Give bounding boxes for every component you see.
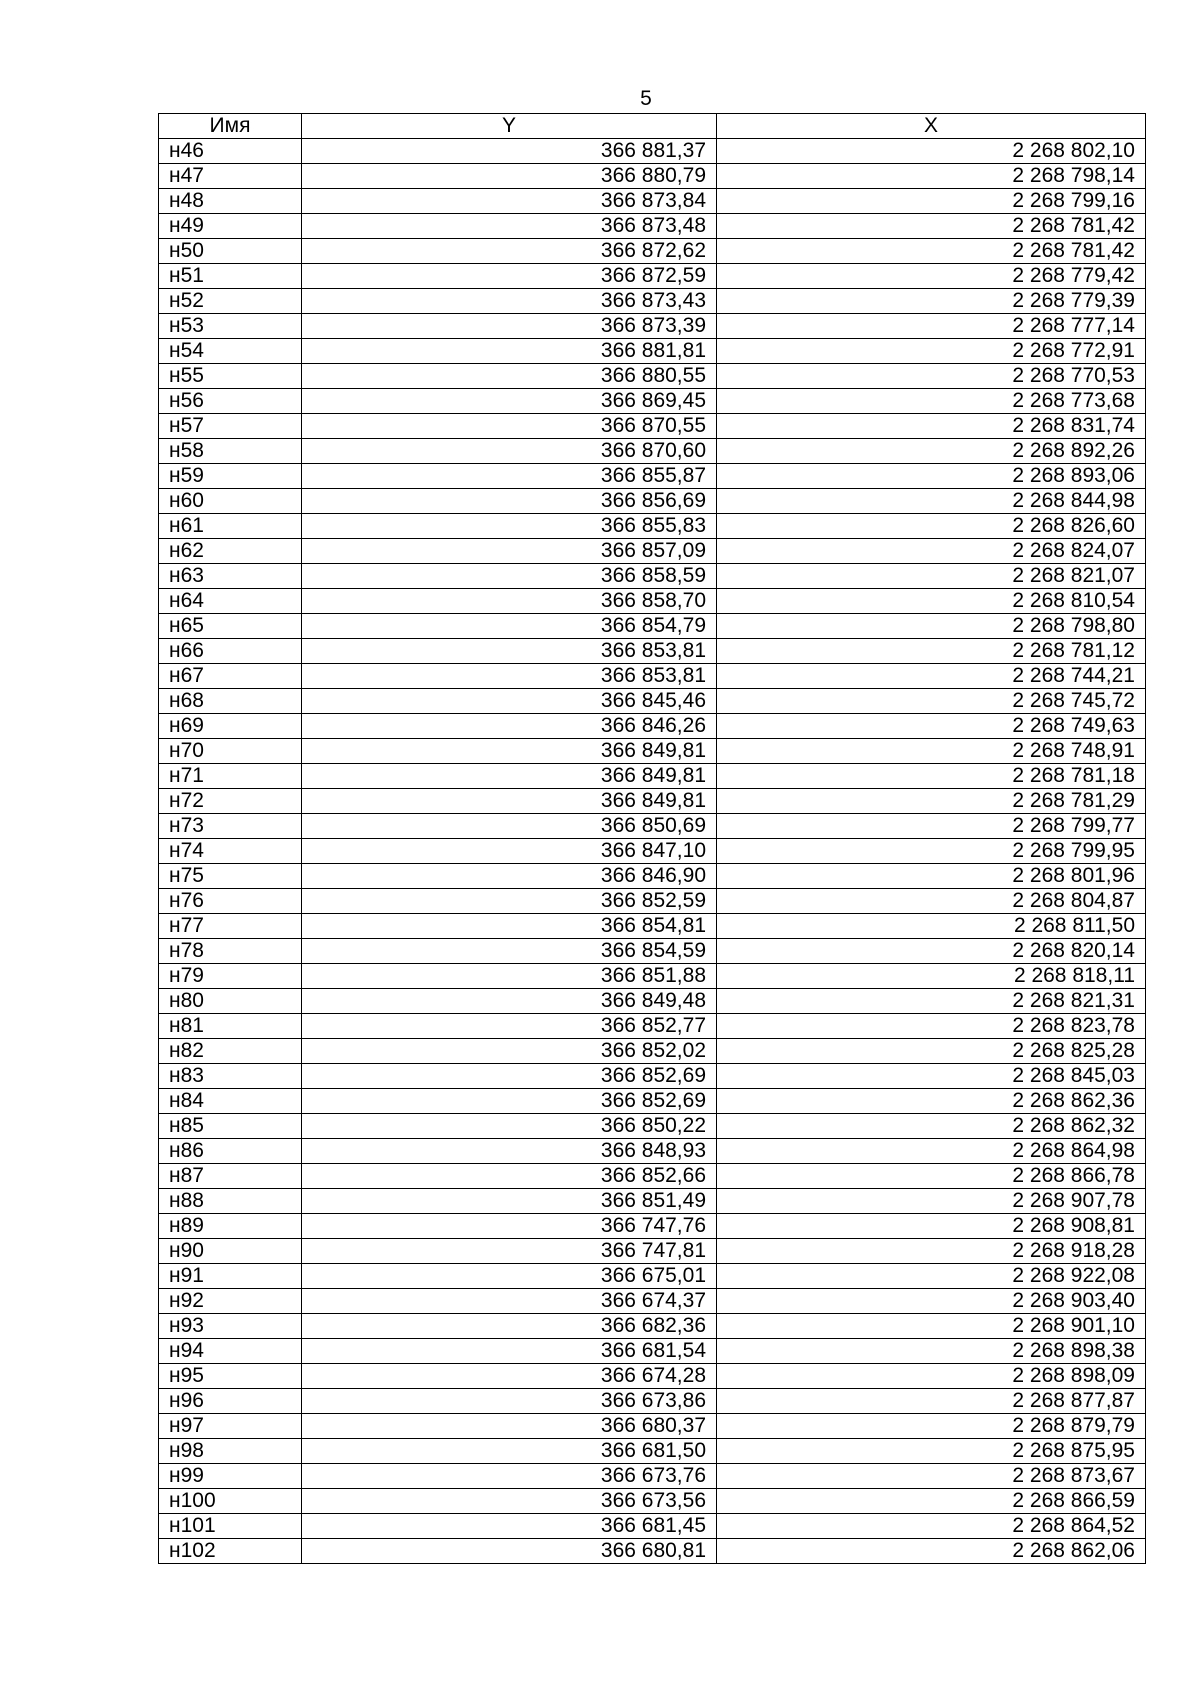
y-coordinate-cell: 366 680,37 <box>302 1414 717 1439</box>
point-name-cell: н78 <box>159 939 302 964</box>
point-name-cell: н73 <box>159 814 302 839</box>
y-coordinate-cell: 366 858,59 <box>302 564 717 589</box>
table-row <box>159 339 1146 364</box>
x-coordinate-cell: 2 268 903,40 <box>717 1289 1146 1314</box>
x-coordinate-cell: 2 268 825,28 <box>717 1039 1146 1064</box>
y-coordinate-cell: 366 852,77 <box>302 1014 717 1039</box>
point-name-cell: н50 <box>159 239 302 264</box>
table-row <box>159 489 1146 514</box>
table-row <box>159 1314 1146 1339</box>
x-coordinate-cell: 2 268 918,28 <box>717 1239 1146 1264</box>
point-name-cell: н67 <box>159 664 302 689</box>
y-coordinate-cell: 366 673,76 <box>302 1464 717 1489</box>
x-coordinate-cell: 2 268 821,31 <box>717 989 1146 1014</box>
point-name-cell: н68 <box>159 689 302 714</box>
point-name-cell: н63 <box>159 564 302 589</box>
point-name-cell: н93 <box>159 1314 302 1339</box>
y-coordinate-cell: 366 870,60 <box>302 439 717 464</box>
table-row <box>159 714 1146 739</box>
x-coordinate-cell: 2 268 802,10 <box>717 139 1146 164</box>
table-row <box>159 639 1146 664</box>
x-coordinate-cell: 2 268 823,78 <box>717 1014 1146 1039</box>
table-row <box>159 264 1146 289</box>
x-coordinate-cell: 2 268 798,80 <box>717 614 1146 639</box>
table-row <box>159 139 1146 164</box>
y-coordinate-cell: 366 847,10 <box>302 839 717 864</box>
point-name-cell: н54 <box>159 339 302 364</box>
point-name-cell: н100 <box>159 1489 302 1514</box>
point-name-cell: н98 <box>159 1439 302 1464</box>
x-coordinate-cell: 2 268 770,53 <box>717 364 1146 389</box>
point-name-cell: н48 <box>159 189 302 214</box>
y-coordinate-cell: 366 852,66 <box>302 1164 717 1189</box>
point-name-cell: н94 <box>159 1339 302 1364</box>
table-row <box>159 1214 1146 1239</box>
x-coordinate-cell: 2 268 864,98 <box>717 1139 1146 1164</box>
point-name-cell: н55 <box>159 364 302 389</box>
point-name-cell: н56 <box>159 389 302 414</box>
table-row <box>159 1139 1146 1164</box>
column-header-x: X <box>717 114 1146 139</box>
table-row <box>159 1464 1146 1489</box>
table-row <box>159 1164 1146 1189</box>
x-coordinate-cell: 2 268 804,87 <box>717 889 1146 914</box>
point-name-cell: н96 <box>159 1389 302 1414</box>
table-row <box>159 1539 1146 1564</box>
y-coordinate-cell: 366 850,22 <box>302 1114 717 1139</box>
y-coordinate-cell: 366 849,48 <box>302 989 717 1014</box>
x-coordinate-cell: 2 268 821,07 <box>717 564 1146 589</box>
table-row <box>159 1514 1146 1539</box>
point-name-cell: н102 <box>159 1539 302 1564</box>
table-row <box>159 189 1146 214</box>
x-coordinate-cell: 2 268 777,14 <box>717 314 1146 339</box>
table-row <box>159 1014 1146 1039</box>
table-row <box>159 1289 1146 1314</box>
x-coordinate-cell: 2 268 820,14 <box>717 939 1146 964</box>
x-coordinate-cell: 2 268 781,42 <box>717 214 1146 239</box>
point-name-cell: н86 <box>159 1139 302 1164</box>
y-coordinate-cell: 366 854,79 <box>302 614 717 639</box>
table-row <box>159 589 1146 614</box>
x-coordinate-cell: 2 268 749,63 <box>717 714 1146 739</box>
point-name-cell: н64 <box>159 589 302 614</box>
table-row <box>159 914 1146 939</box>
point-name-cell: н88 <box>159 1189 302 1214</box>
table-row <box>159 1114 1146 1139</box>
y-coordinate-cell: 366 853,81 <box>302 639 717 664</box>
y-coordinate-cell: 366 872,62 <box>302 239 717 264</box>
x-coordinate-cell: 2 268 898,38 <box>717 1339 1146 1364</box>
table-row <box>159 389 1146 414</box>
x-coordinate-cell: 2 268 824,07 <box>717 539 1146 564</box>
y-coordinate-cell: 366 848,93 <box>302 1139 717 1164</box>
y-coordinate-cell: 366 681,54 <box>302 1339 717 1364</box>
table-row <box>159 939 1146 964</box>
page-number: 5 <box>640 87 652 110</box>
y-coordinate-cell: 366 873,48 <box>302 214 717 239</box>
table-row <box>159 1064 1146 1089</box>
x-coordinate-cell: 2 268 862,36 <box>717 1089 1146 1114</box>
y-coordinate-cell: 366 675,01 <box>302 1264 717 1289</box>
table-row <box>159 864 1146 889</box>
y-coordinate-cell: 366 851,49 <box>302 1189 717 1214</box>
column-header-name: Имя <box>159 114 302 139</box>
point-name-cell: н53 <box>159 314 302 339</box>
table-row <box>159 514 1146 539</box>
x-coordinate-cell: 2 268 864,52 <box>717 1514 1146 1539</box>
x-coordinate-cell: 2 268 811,50 <box>717 914 1146 939</box>
table-row <box>159 564 1146 589</box>
point-name-cell: н72 <box>159 789 302 814</box>
table-row <box>159 439 1146 464</box>
point-name-cell: н59 <box>159 464 302 489</box>
point-name-cell: н95 <box>159 1364 302 1389</box>
point-name-cell: н84 <box>159 1089 302 1114</box>
y-coordinate-cell: 366 873,43 <box>302 289 717 314</box>
table-header-row <box>159 114 1146 139</box>
x-coordinate-cell: 2 268 892,26 <box>717 439 1146 464</box>
x-coordinate-cell: 2 268 877,87 <box>717 1389 1146 1414</box>
table-row <box>159 214 1146 239</box>
point-name-cell: н52 <box>159 289 302 314</box>
x-coordinate-cell: 2 268 901,10 <box>717 1314 1146 1339</box>
point-name-cell: н46 <box>159 139 302 164</box>
table-row <box>159 1089 1146 1114</box>
x-coordinate-cell: 2 268 826,60 <box>717 514 1146 539</box>
y-coordinate-cell: 366 674,37 <box>302 1289 717 1314</box>
point-name-cell: н70 <box>159 739 302 764</box>
x-coordinate-cell: 2 268 748,91 <box>717 739 1146 764</box>
y-coordinate-cell: 366 674,28 <box>302 1364 717 1389</box>
y-coordinate-cell: 366 854,81 <box>302 914 717 939</box>
y-coordinate-cell: 366 872,59 <box>302 264 717 289</box>
y-coordinate-cell: 366 873,39 <box>302 314 717 339</box>
table-row <box>159 1364 1146 1389</box>
table-row <box>159 539 1146 564</box>
y-coordinate-cell: 366 747,76 <box>302 1214 717 1239</box>
point-name-cell: н83 <box>159 1064 302 1089</box>
table-row <box>159 739 1146 764</box>
x-coordinate-cell: 2 268 781,18 <box>717 764 1146 789</box>
point-name-cell: н82 <box>159 1039 302 1064</box>
y-coordinate-cell: 366 682,36 <box>302 1314 717 1339</box>
y-coordinate-cell: 366 849,81 <box>302 789 717 814</box>
x-coordinate-cell: 2 268 845,03 <box>717 1064 1146 1089</box>
x-coordinate-cell: 2 268 907,78 <box>717 1189 1146 1214</box>
x-coordinate-cell: 2 268 831,74 <box>717 414 1146 439</box>
x-coordinate-cell: 2 268 862,06 <box>717 1539 1146 1564</box>
x-coordinate-cell: 2 268 893,06 <box>717 464 1146 489</box>
point-name-cell: н57 <box>159 414 302 439</box>
y-coordinate-cell: 366 851,88 <box>302 964 717 989</box>
table-row <box>159 1414 1146 1439</box>
y-coordinate-cell: 366 852,69 <box>302 1089 717 1114</box>
x-coordinate-cell: 2 268 779,42 <box>717 264 1146 289</box>
table-row <box>159 364 1146 389</box>
y-coordinate-cell: 366 853,81 <box>302 664 717 689</box>
table-row <box>159 689 1146 714</box>
table-row <box>159 1389 1146 1414</box>
x-coordinate-cell: 2 268 866,59 <box>717 1489 1146 1514</box>
point-name-cell: н79 <box>159 964 302 989</box>
x-coordinate-cell: 2 268 773,68 <box>717 389 1146 414</box>
point-name-cell: н80 <box>159 989 302 1014</box>
table-row <box>159 664 1146 689</box>
x-coordinate-cell: 2 268 879,79 <box>717 1414 1146 1439</box>
x-coordinate-cell: 2 268 781,42 <box>717 239 1146 264</box>
point-name-cell: н66 <box>159 639 302 664</box>
x-coordinate-cell: 2 268 908,81 <box>717 1214 1146 1239</box>
point-name-cell: н71 <box>159 764 302 789</box>
y-coordinate-cell: 366 845,46 <box>302 689 717 714</box>
table-row <box>159 1264 1146 1289</box>
table-row <box>159 889 1146 914</box>
x-coordinate-cell: 2 268 875,95 <box>717 1439 1146 1464</box>
point-name-cell: н92 <box>159 1289 302 1314</box>
x-coordinate-cell: 2 268 779,39 <box>717 289 1146 314</box>
table-row <box>159 1189 1146 1214</box>
x-coordinate-cell: 2 268 799,77 <box>717 814 1146 839</box>
x-coordinate-cell: 2 268 818,11 <box>717 964 1146 989</box>
y-coordinate-cell: 366 852,59 <box>302 889 717 914</box>
y-coordinate-cell: 366 881,37 <box>302 139 717 164</box>
x-coordinate-cell: 2 268 866,78 <box>717 1164 1146 1189</box>
table-row <box>159 1039 1146 1064</box>
y-coordinate-cell: 366 854,59 <box>302 939 717 964</box>
y-coordinate-cell: 366 673,56 <box>302 1489 717 1514</box>
x-coordinate-cell: 2 268 781,12 <box>717 639 1146 664</box>
y-coordinate-cell: 366 849,81 <box>302 739 717 764</box>
x-coordinate-cell: 2 268 772,91 <box>717 339 1146 364</box>
table-row <box>159 1239 1146 1264</box>
y-coordinate-cell: 366 846,26 <box>302 714 717 739</box>
table-row <box>159 239 1146 264</box>
point-name-cell: н99 <box>159 1464 302 1489</box>
y-coordinate-cell: 366 846,90 <box>302 864 717 889</box>
table-row <box>159 614 1146 639</box>
point-name-cell: н51 <box>159 264 302 289</box>
table-row <box>159 839 1146 864</box>
x-coordinate-cell: 2 268 873,67 <box>717 1464 1146 1489</box>
x-coordinate-cell: 2 268 922,08 <box>717 1264 1146 1289</box>
y-coordinate-cell: 366 855,83 <box>302 514 717 539</box>
point-name-cell: н65 <box>159 614 302 639</box>
point-name-cell: н89 <box>159 1214 302 1239</box>
point-name-cell: н97 <box>159 1414 302 1439</box>
y-coordinate-cell: 366 681,45 <box>302 1514 717 1539</box>
table-row <box>159 314 1146 339</box>
point-name-cell: н90 <box>159 1239 302 1264</box>
coordinates-table <box>158 113 1146 1564</box>
table-row <box>159 164 1146 189</box>
point-name-cell: н81 <box>159 1014 302 1039</box>
point-name-cell: н91 <box>159 1264 302 1289</box>
table-row <box>159 989 1146 1014</box>
table-body <box>159 139 1146 1564</box>
point-name-cell: н75 <box>159 864 302 889</box>
point-name-cell: н62 <box>159 539 302 564</box>
y-coordinate-cell: 366 850,69 <box>302 814 717 839</box>
x-coordinate-cell: 2 268 799,16 <box>717 189 1146 214</box>
point-name-cell: н85 <box>159 1114 302 1139</box>
table-row <box>159 289 1146 314</box>
x-coordinate-cell: 2 268 781,29 <box>717 789 1146 814</box>
y-coordinate-cell: 366 673,86 <box>302 1389 717 1414</box>
y-coordinate-cell: 366 855,87 <box>302 464 717 489</box>
table-row <box>159 464 1146 489</box>
point-name-cell: н69 <box>159 714 302 739</box>
y-coordinate-cell: 366 881,81 <box>302 339 717 364</box>
y-coordinate-cell: 366 680,81 <box>302 1539 717 1564</box>
table-row <box>159 1439 1146 1464</box>
y-coordinate-cell: 366 852,69 <box>302 1064 717 1089</box>
point-name-cell: н77 <box>159 914 302 939</box>
x-coordinate-cell: 2 268 810,54 <box>717 589 1146 614</box>
y-coordinate-cell: 366 857,09 <box>302 539 717 564</box>
y-coordinate-cell: 366 880,55 <box>302 364 717 389</box>
point-name-cell: н58 <box>159 439 302 464</box>
x-coordinate-cell: 2 268 745,72 <box>717 689 1146 714</box>
point-name-cell: н74 <box>159 839 302 864</box>
y-coordinate-cell: 366 869,45 <box>302 389 717 414</box>
x-coordinate-cell: 2 268 799,95 <box>717 839 1146 864</box>
table-row <box>159 964 1146 989</box>
x-coordinate-cell: 2 268 898,09 <box>717 1364 1146 1389</box>
point-name-cell: н101 <box>159 1514 302 1539</box>
y-coordinate-cell: 366 681,50 <box>302 1439 717 1464</box>
x-coordinate-cell: 2 268 862,32 <box>717 1114 1146 1139</box>
y-coordinate-cell: 366 873,84 <box>302 189 717 214</box>
table-row <box>159 1489 1146 1514</box>
table-row <box>159 814 1146 839</box>
table-row <box>159 789 1146 814</box>
column-header-y: Y <box>302 114 717 139</box>
y-coordinate-cell: 366 870,55 <box>302 414 717 439</box>
x-coordinate-cell: 2 268 844,98 <box>717 489 1146 514</box>
table-row <box>159 1339 1146 1364</box>
table-row <box>159 764 1146 789</box>
y-coordinate-cell: 366 858,70 <box>302 589 717 614</box>
point-name-cell: н60 <box>159 489 302 514</box>
point-name-cell: н76 <box>159 889 302 914</box>
point-name-cell: н61 <box>159 514 302 539</box>
x-coordinate-cell: 2 268 801,96 <box>717 864 1146 889</box>
point-name-cell: н49 <box>159 214 302 239</box>
table-row <box>159 414 1146 439</box>
x-coordinate-cell: 2 268 798,14 <box>717 164 1146 189</box>
y-coordinate-cell: 366 856,69 <box>302 489 717 514</box>
y-coordinate-cell: 366 849,81 <box>302 764 717 789</box>
y-coordinate-cell: 366 880,79 <box>302 164 717 189</box>
point-name-cell: н87 <box>159 1164 302 1189</box>
x-coordinate-cell: 2 268 744,21 <box>717 664 1146 689</box>
y-coordinate-cell: 366 852,02 <box>302 1039 717 1064</box>
point-name-cell: н47 <box>159 164 302 189</box>
y-coordinate-cell: 366 747,81 <box>302 1239 717 1264</box>
